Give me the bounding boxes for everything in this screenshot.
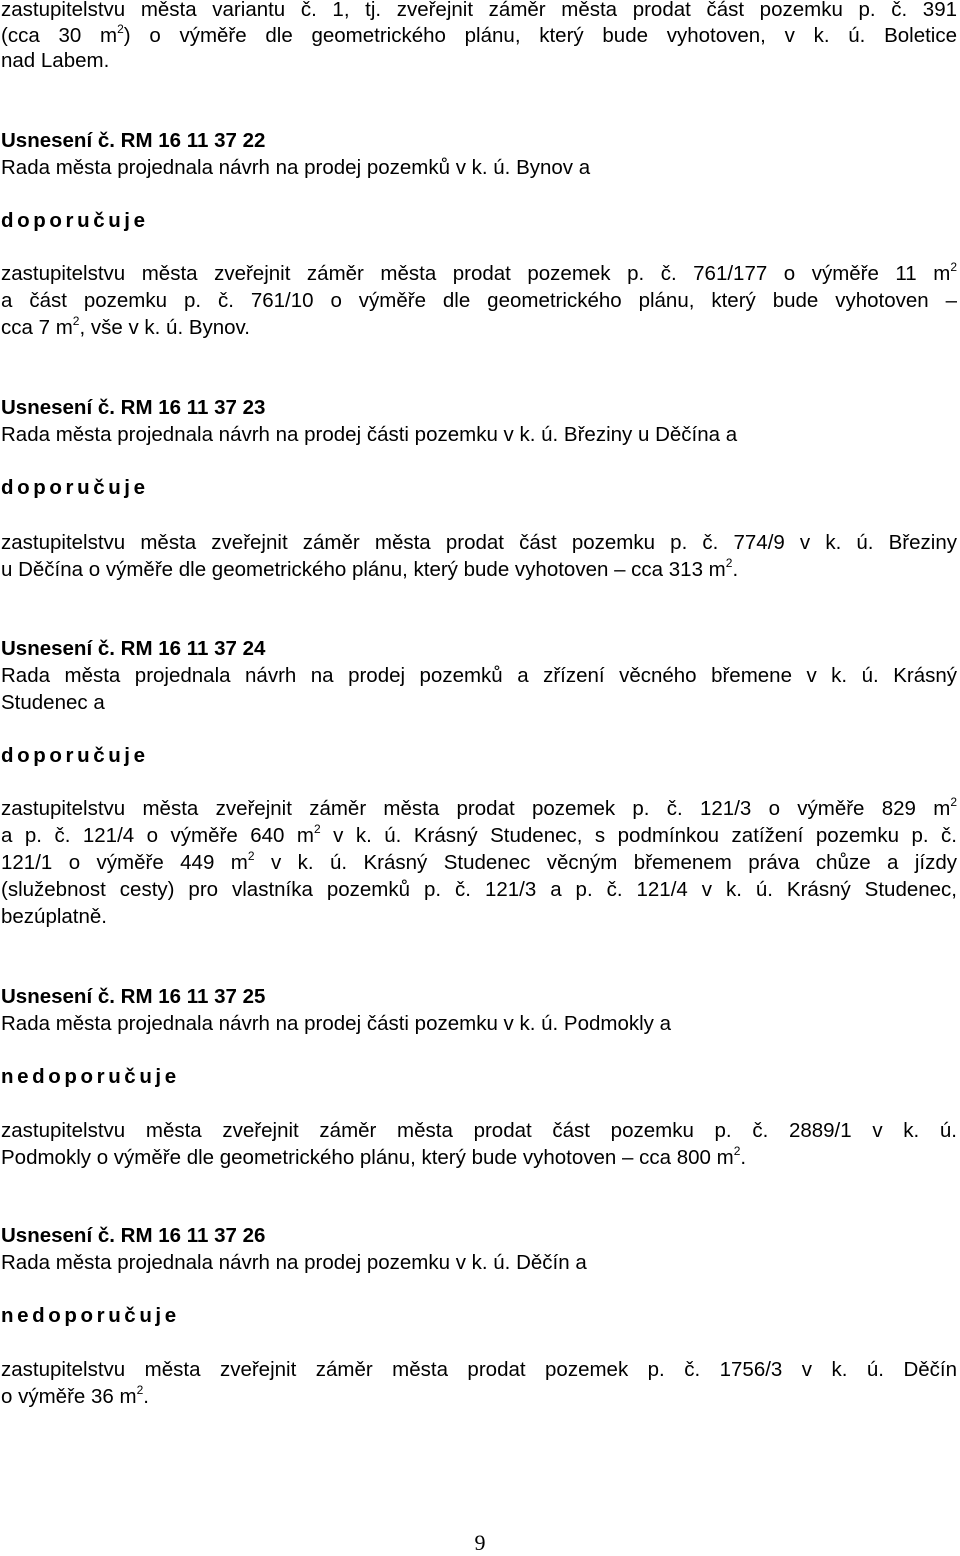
- resolution-body-line: o výměře 36 $m^2$.: [1, 1383, 149, 1408]
- resolution-intro: Rada města projednala návrh na prodej pozemků a zřízení věcného břemene v k. ú. Krásný: [1, 664, 957, 687]
- resolution-verdict: doporučuje: [1, 744, 149, 767]
- resolution-body-line: (služebnost cesty) pro vlastníka pozemků p. č. 121/3 a p. č. 121/4 v k. ú. Krásný Studenec,: [1, 878, 957, 901]
- page-number: 9: [474, 1530, 486, 1555]
- intro-line-1: zastupitelstvu města variantu č. 1, tj. zveřejnit záměr města prodat část pozemku p. č. 391: [1, 0, 957, 21]
- resolution-body-line: cca 7 $m^2$, vše v k. ú. Bynov.: [1, 314, 250, 339]
- resolution-intro: Rada města projednala návrh na prodej části pozemku v k. ú. Podmokly a: [1, 1012, 672, 1035]
- resolution-intro: Rada města projednala návrh na prodej pozemku v k. ú. Děčín a: [1, 1251, 587, 1274]
- resolution-body-line: a část pozemku p. č. 761/10 o výměře dle geometrického plánu, který bude vyhotoven –: [1, 289, 957, 312]
- resolution-heading: Usnesení č. RM 16 11 37 24: [1, 637, 266, 660]
- resolution-intro: Studenec a: [1, 691, 105, 714]
- resolution-body-line: zastupitelstvu města zveřejnit záměr města prodat pozemek p. č. 761/177 o výměře 11 $m^2$: [1, 260, 957, 285]
- resolution-body-line: zastupitelstvu města zveřejnit záměr města prodat pozemek p. č. 121/3 o výměře 829 $m^2$: [1, 795, 957, 820]
- resolution-body-line: zastupitelstvu města zveřejnit záměr města prodat pozemek p. č. 1756/3 v k. ú. Děčín: [1, 1358, 957, 1381]
- intro-line-3: nad Labem.: [1, 49, 110, 72]
- resolution-body-line: a p. č. 121/4 o výměře 640 $m^2$ v k. ú. Krásný Studenec, s podmínkou zatížení pozemku p. č.: [1, 822, 957, 847]
- resolution-heading: Usnesení č. RM 16 11 37 23: [1, 396, 266, 419]
- intro-line-2: (cca 30 $m^2$) o výměře dle geometrického plánu, který bude vyhotoven, v k. ú. Boletice: [1, 22, 958, 47]
- resolution-body-line: 121/1 o výměře 449 $m^2$ v k. ú. Krásný Studenec věcným břemenem práva chůze a jízdy: [1, 849, 957, 874]
- resolution-verdict: nedoporučuje: [1, 1304, 180, 1327]
- resolution-verdict: nedoporučuje: [1, 1065, 180, 1088]
- resolution-body-line: bezúplatně.: [1, 905, 108, 928]
- resolution-heading: Usnesení č. RM 16 11 37 22: [1, 129, 266, 152]
- resolution-intro: Rada města projednala návrh na prodej pozemků v k. ú. Bynov a: [1, 156, 591, 179]
- resolution-body-line: u Děčína o výměře dle geometrického plánu, který bude vyhotoven – cca 313 $m^2$.: [1, 556, 739, 581]
- resolution-heading: Usnesení č. RM 16 11 37 26: [1, 1224, 266, 1247]
- resolution-verdict: doporučuje: [1, 209, 149, 232]
- resolution-intro: Rada města projednala návrh na prodej části pozemku v k. ú. Březiny u Děčína a: [1, 423, 738, 446]
- resolution-body-line: zastupitelstvu města zveřejnit záměr města prodat část pozemku p. č. 774/9 v k. ú. Březiny: [1, 531, 957, 554]
- resolution-verdict: doporučuje: [1, 476, 149, 499]
- resolution-body-line: Podmokly o výměře dle geometrického plánu, který bude vyhotoven – cca 800 $m^2$.: [1, 1144, 747, 1169]
- resolution-heading: Usnesení č. RM 16 11 37 25: [1, 985, 266, 1008]
- resolution-body-line: zastupitelstvu města zveřejnit záměr města prodat část pozemku p. č. 2889/1 v k. ú.: [1, 1119, 957, 1142]
